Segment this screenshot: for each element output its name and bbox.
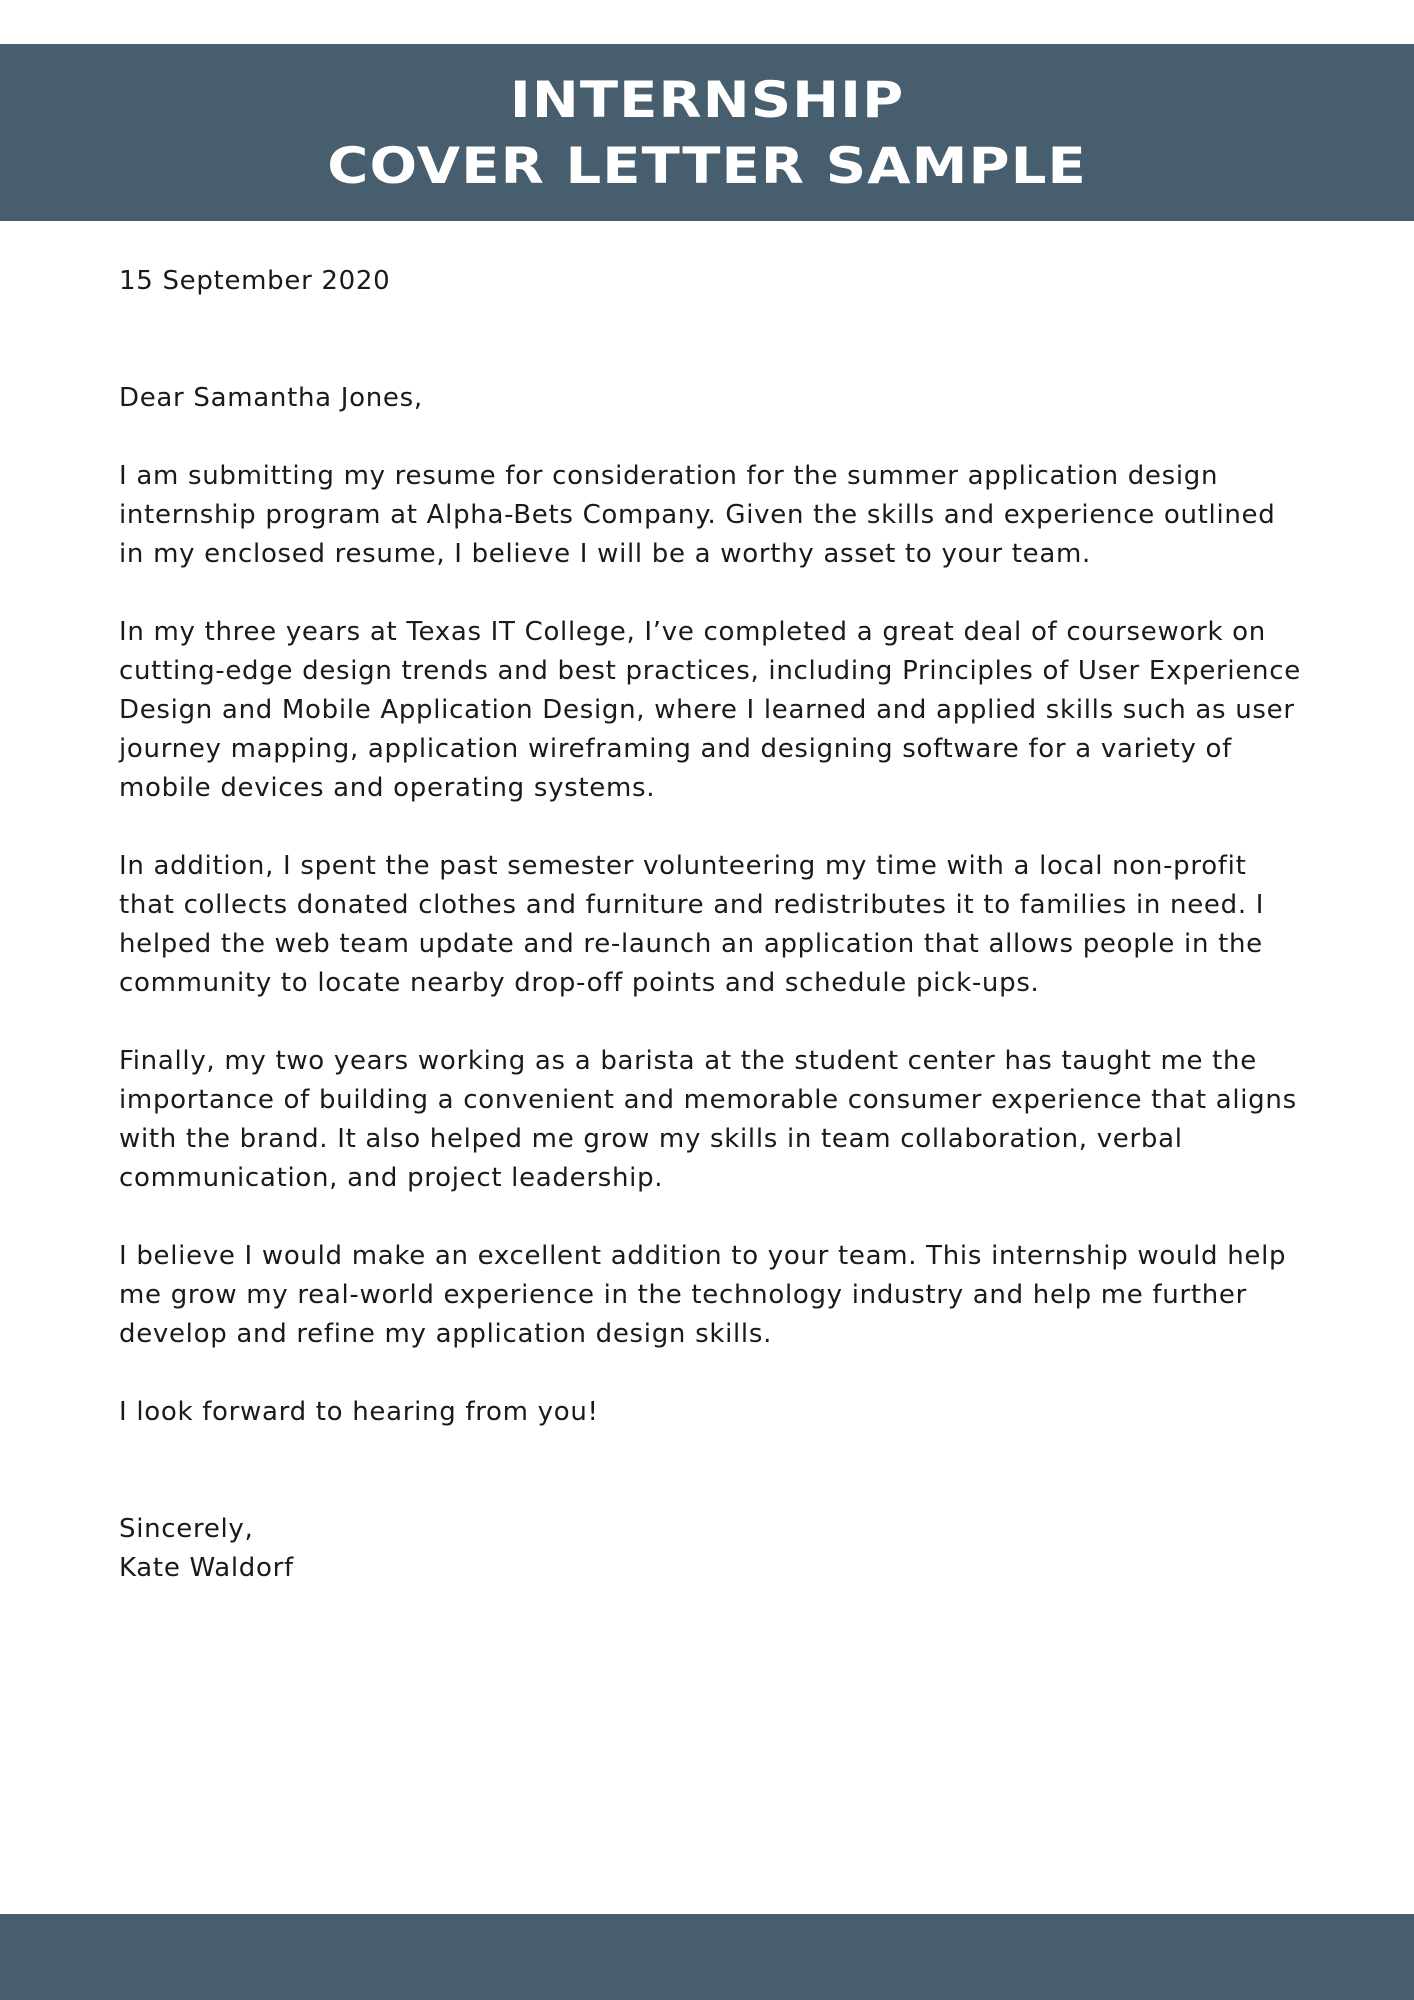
header-band [0, 44, 1414, 221]
footer-band [0, 1914, 1414, 2000]
paragraph-5: I believe I would make an excellent addition to your team. This internship would help me grow my real-world experience in the technology industry and help me further develop and refine my application design skills. [119, 1241, 1287, 1349]
letter-date: 15 September 2020 [119, 266, 391, 296]
letter-body [119, 262, 1319, 1588]
page-title-line-2: COVER LETTER SAMPLE [327, 136, 1087, 195]
paragraph-2: In my three years at Texas IT College, I’ve completed a great deal of coursework on cutting-edge design trends and best practices, including Principles of User Experience Design and Mobile Application Design, where I learned and applied skills such as user journey mapping, application wireframing and designing software for a variety of mobile devices and operating systems. [119, 617, 1301, 803]
paragraph-1: I am submitting my resume for consideration for the summer application design internship program at Alpha-Bets Company. Given the skills and experience outlined in my enclosed resume, I believe I will be a worthy asset to your team. [119, 461, 1276, 569]
paragraph-6: I look forward to hearing from you! [119, 1397, 599, 1427]
paragraph-4: Finally, my two years working as a barista at the student center has taught me the importance of building a convenient and memorable consumer experience that aligns with the brand. It also helped me grow my skills in team collaboration, verbal communication, and project leadership. [119, 1046, 1297, 1193]
signature-name: Kate Waldorf [119, 1553, 294, 1583]
spacer [119, 1471, 1319, 1510]
paragraph-3: In addition, I spent the past semester volunteering my time with a local non-profit that collects donated clothes and furniture and redistributes it to families in need. I helped the web team update and re-launch an application that allows people in the community to locate nearby drop-off points and schedule pick-ups. [119, 851, 1265, 998]
page-title-line-1: INTERNSHIP [509, 70, 905, 129]
salutation: Dear Samantha Jones, [119, 383, 423, 413]
closing: Sincerely, [119, 1514, 254, 1544]
